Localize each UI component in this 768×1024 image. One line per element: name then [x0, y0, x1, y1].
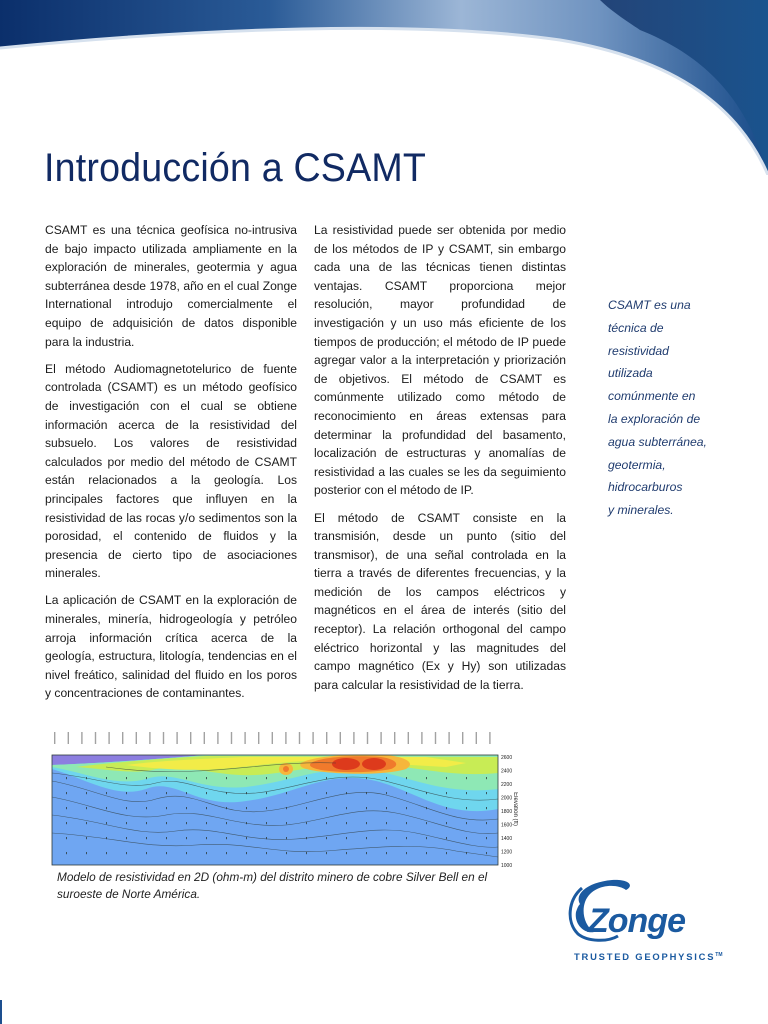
station-label-mark [149, 732, 150, 744]
grid-dot [226, 822, 227, 824]
grid-dot [126, 837, 127, 839]
station-label-mark [353, 732, 354, 744]
grid-dot [286, 807, 287, 809]
grid-dot [246, 852, 247, 854]
grid-dot [206, 777, 207, 779]
station-label-mark [95, 732, 96, 744]
grid-dot [326, 792, 327, 794]
grid-dot [386, 837, 387, 839]
station-label-mark [231, 732, 232, 744]
grid-dot [466, 792, 467, 794]
station-label-mark [272, 732, 273, 744]
station-label-mark [68, 732, 69, 744]
grid-dot [426, 837, 427, 839]
grid-dot [306, 822, 307, 824]
elevation-tick-label: 1600 [501, 822, 513, 829]
paragraph: La aplicación de CSAMT en la exploración de minerales, minería, hidrogeología y petróleo arroja información crítica acerca de la geología, estructura, litología, tendencias en el nivel freático, salinidad del fluido en los poros y concentraciones de contaminantes. [45, 593, 297, 701]
grid-dot [226, 837, 227, 839]
resistivity-section-figure [46, 729, 518, 869]
grid-dot [66, 837, 67, 839]
grid-dot [186, 807, 187, 809]
grid-dot [366, 777, 367, 779]
grid-dot [226, 777, 227, 779]
grid-dot [366, 837, 367, 839]
grid-dot [426, 807, 427, 809]
elevation-tick-label: 2000 [501, 795, 513, 802]
grid-dot [166, 852, 167, 854]
grid-dot [146, 807, 147, 809]
grid-dot [346, 837, 347, 839]
grid-dot [66, 777, 67, 779]
grid-dot [226, 807, 227, 809]
grid-dot [206, 792, 207, 794]
station-label-mark [217, 732, 218, 744]
station-label-mark [367, 732, 368, 744]
grid-dot [466, 777, 467, 779]
grid-dot [286, 837, 287, 839]
elevation-axis-label: Elevation (ft) [512, 792, 518, 826]
grid-dot [166, 837, 167, 839]
grid-dot [366, 792, 367, 794]
grid-dot [246, 807, 247, 809]
grid-dot [66, 852, 67, 854]
grid-dot [166, 792, 167, 794]
station-label-mark [136, 732, 137, 744]
grid-dot [246, 822, 247, 824]
body-column-right [314, 221, 566, 703]
logo-wordmark: Zonge [588, 902, 685, 940]
grid-dot [226, 792, 227, 794]
grid-dot [86, 822, 87, 824]
station-label-mark [204, 732, 205, 744]
trademark: TM [715, 951, 723, 958]
grid-dot [346, 807, 347, 809]
grid-dot [466, 822, 467, 824]
grid-dot [306, 777, 307, 779]
station-label-mark [190, 732, 191, 744]
grid-dot [106, 822, 107, 824]
grid-dot [486, 837, 487, 839]
grid-dot [386, 777, 387, 779]
elevation-tick-label: 1000 [501, 863, 513, 869]
grid-dot [186, 852, 187, 854]
grid-dot [286, 777, 287, 779]
grid-dot [86, 792, 87, 794]
grid-dot [426, 822, 427, 824]
grid-dot [326, 777, 327, 779]
grid-dot [126, 777, 127, 779]
grid-dot [206, 822, 207, 824]
grid-dot [106, 807, 107, 809]
grid-dot [126, 792, 127, 794]
grid-dot [426, 792, 427, 794]
paragraph: El método de CSAMT consiste en la transmisión, desde un punto (sitio del transmisor), de una señal controlada en la tierra a través de diferentes frecuencias, y la medición de los campos eléctricos y magnéticos en el área de interés (sitio del receptor). La relación orthogonal del campo eléctrico horizontal y las magnitudes del campo magnético (Ex y Hy) son utilizadas para calcular la resistividad de la tierra. [314, 510, 566, 692]
grid-dot [446, 792, 447, 794]
grid-dot [306, 792, 307, 794]
grid-dot [266, 822, 267, 824]
grid-dot [266, 852, 267, 854]
grid-dot [226, 852, 227, 854]
grid-dot [206, 807, 207, 809]
grid-dot [266, 777, 267, 779]
grid-dot [246, 777, 247, 779]
grid-dot [426, 777, 427, 779]
grid-dot [466, 852, 467, 854]
elevation-tick-label: 1200 [501, 849, 513, 856]
grid-dot [366, 822, 367, 824]
grid-dot [266, 807, 267, 809]
station-label-mark [448, 732, 449, 744]
station-label-mark [122, 732, 123, 744]
station-label-mark [108, 732, 109, 744]
grid-dot [346, 792, 347, 794]
grid-dot [246, 837, 247, 839]
paragraph: El método Audiomagnetotelurico de fuente controlada (CSAMT) es un método geofísico de investigación con el cual se obtiene información acerca de la resistividad del subsuelo. Los valores de resistividad calculados por medio del método de CSAMT están relacionados a la geología. Los principales factores que influyen en la resistividad de las rocas y/o sedimentos son la porosidad, el contenido de fluidos y la presencia de cierto tipo de asociaciones minerales. [45, 361, 297, 581]
grid-dot [146, 852, 147, 854]
station-label-mark [299, 732, 300, 744]
grid-dot [66, 822, 67, 824]
pull-quote-line: técnica de [608, 320, 664, 335]
grid-dot [446, 807, 447, 809]
station-label-mark [81, 732, 82, 744]
grid-dot [326, 807, 327, 809]
grid-dot [366, 852, 367, 854]
grid-dot [406, 837, 407, 839]
grid-dot [406, 807, 407, 809]
grid-dot [146, 777, 147, 779]
grid-dot [346, 777, 347, 779]
grid-dot [106, 777, 107, 779]
figure-caption: Modelo de resistividad en 2D (ohm-m) del distrito minero de cobre Silver Bell en el suroeste de Norte América. [57, 870, 488, 901]
pull-quote-line: resistividad [608, 343, 669, 358]
station-label-mark [258, 732, 259, 744]
grid-dot [126, 822, 127, 824]
pull-quote-line: utilizada [608, 366, 653, 381]
resistivity-model [52, 754, 498, 865]
pull-quote [608, 294, 718, 522]
grid-dot [186, 777, 187, 779]
grid-dot [446, 777, 447, 779]
station-label-mark [408, 732, 409, 744]
grid-dot [406, 777, 407, 779]
elevation-tick-label: 1800 [501, 809, 513, 815]
station-label-mark [489, 732, 490, 744]
grid-dot [326, 837, 327, 839]
grid-dot [346, 852, 347, 854]
grid-dot [306, 837, 307, 839]
grid-dot [86, 807, 87, 809]
grid-dot [66, 792, 67, 794]
station-label-mark [163, 732, 164, 744]
grid-dot [126, 807, 127, 809]
grid-dot [386, 852, 387, 854]
grid-dot [166, 822, 167, 824]
station-label-mark [340, 732, 341, 744]
grid-dot [106, 837, 107, 839]
grid-dot [126, 852, 127, 854]
paragraph: CSAMT es una técnica geofísica no-intrusiva de bajo impacto utilizada ampliamente en la exploración de minerales, geotermia y agua subterránea desde 1978, año en el cual Zonge International introdujo comercialmente el equipo de adquisición de datos disponible para la industria. [45, 223, 297, 349]
grid-dot [406, 852, 407, 854]
grid-dot [146, 792, 147, 794]
elevation-tick-label: 1400 [501, 836, 513, 842]
grid-dot [166, 777, 167, 779]
grid-dot [286, 792, 287, 794]
grid-dot [486, 822, 487, 824]
grid-dot [326, 822, 327, 824]
grid-dot [266, 837, 267, 839]
grid-dot [306, 852, 307, 854]
station-label-mark [244, 732, 245, 744]
grid-dot [166, 807, 167, 809]
grid-dot [466, 807, 467, 809]
station-label-mark [394, 732, 395, 744]
grid-dot [446, 852, 447, 854]
station-label-mark [326, 732, 327, 744]
grid-dot [466, 837, 467, 839]
grid-dot [186, 837, 187, 839]
grid-dot [426, 852, 427, 854]
grid-dot [86, 777, 87, 779]
grid-dot [86, 837, 87, 839]
page-edge-mark [0, 1000, 2, 1024]
station-label-mark [312, 732, 313, 744]
grid-dot [86, 852, 87, 854]
grid-dot [306, 807, 307, 809]
grid-dot [146, 837, 147, 839]
grid-dot [406, 792, 407, 794]
grid-dot [486, 792, 487, 794]
pull-quote-line: la exploración de [608, 411, 701, 426]
pull-quote-line: hidrocarburos [608, 480, 683, 495]
elevation-tick-label: 2200 [501, 782, 513, 788]
station-label-mark [421, 732, 422, 744]
grid-dot [386, 792, 387, 794]
grid-dot [486, 852, 487, 854]
pull-quote-line: CSAMT es una [608, 298, 691, 312]
grid-dot [206, 852, 207, 854]
grid-dot [246, 792, 247, 794]
grid-dot [406, 822, 407, 824]
body-column-left [45, 221, 297, 712]
logo-tagline: TRUSTED GEOPHYSICS™ [574, 951, 723, 962]
pull-quote-line: comúnmente en [608, 389, 696, 404]
grid-dot [206, 837, 207, 839]
station-label-mark [476, 732, 477, 744]
grid-dot [446, 822, 447, 824]
grid-dot [486, 777, 487, 779]
grid-dot [106, 852, 107, 854]
grid-dot [446, 837, 447, 839]
grid-dot [186, 822, 187, 824]
grid-dot [186, 792, 187, 794]
pull-quote-line: geotermia, [608, 457, 666, 472]
station-label-mark [435, 732, 436, 744]
grid-dot [266, 792, 267, 794]
grid-dot [366, 807, 367, 809]
grid-dot [386, 822, 387, 824]
grid-dot [146, 822, 147, 824]
pull-quote-line: y minerales. [608, 503, 674, 518]
grid-dot [106, 792, 107, 794]
grid-dot [66, 807, 67, 809]
paragraph: La resistividad puede ser obtenida por medio de los métodos de IP y CSAMT, sin embargo cada una de las técnicas tienen distintas ventajas. CSAMT proporciona mejor resolución, mayor profundidad de investigación y un uso más eficiente de los tiempos de producción; el método de IP puede agregar valor a la interpretación y priorización de objetivos. El método de CSAMT es comúnmente utilizado como método de reconocimiento en áreas extensas para determinar la profundidad del basamento, localización de estructuras y anomalías de resistividad a las cuales se les da seguimiento posterior con el método de IP. [314, 223, 566, 498]
page-title: Introducción a CSAMT [44, 146, 427, 190]
grid-dot [286, 852, 287, 854]
grid-dot [486, 807, 487, 809]
elevation-tick-label: 2400 [501, 768, 513, 775]
elevation-tick-label: 2600 [501, 755, 513, 761]
station-label-mark [54, 732, 55, 744]
station-label-mark [380, 732, 381, 744]
grid-dot [386, 807, 387, 809]
station-label-mark [176, 732, 177, 744]
grid-dot [286, 822, 287, 824]
station-label-mark [285, 732, 286, 744]
grid-dot [326, 852, 327, 854]
pull-quote-line: agua subterránea, [608, 434, 707, 449]
station-label-mark [462, 732, 463, 744]
grid-dot [346, 822, 347, 824]
